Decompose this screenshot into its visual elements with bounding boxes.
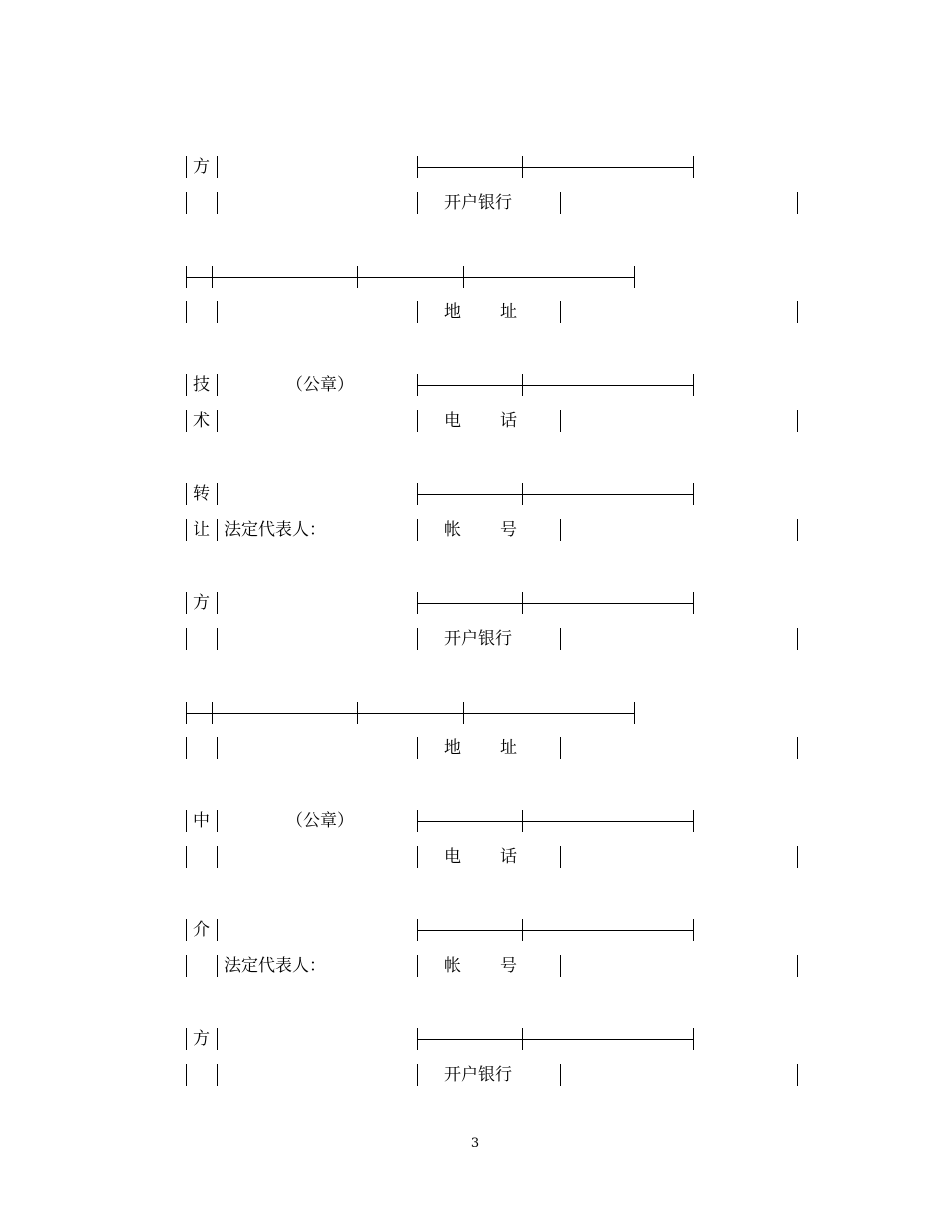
form-block-9 — [0, 1026, 950, 1096]
table-border — [357, 702, 358, 724]
table-rule — [417, 821, 694, 822]
table-rule — [417, 930, 694, 931]
table-border — [212, 702, 213, 724]
table-border — [186, 1064, 187, 1086]
table-border — [797, 301, 798, 323]
column-char: 让 — [193, 520, 210, 540]
table-border — [417, 846, 418, 868]
form-block-4 — [0, 481, 950, 551]
table-border — [560, 955, 561, 977]
table-border — [417, 955, 418, 977]
table-border — [693, 483, 694, 505]
table-border — [186, 519, 187, 541]
table-border — [357, 266, 358, 288]
page-number: 3 — [470, 1136, 480, 1151]
table-border — [693, 810, 694, 832]
table-border — [217, 519, 218, 541]
table-border — [417, 519, 418, 541]
field-label-address-1: 地 — [444, 738, 461, 758]
table-border — [560, 410, 561, 432]
table-border — [217, 410, 218, 432]
table-border — [417, 192, 418, 214]
table-border — [417, 410, 418, 432]
column-char: 介 — [193, 920, 210, 940]
table-border — [522, 156, 523, 178]
table-border — [186, 301, 187, 323]
field-label-account-2: 号 — [500, 520, 517, 540]
table-border — [522, 810, 523, 832]
column-char: 术 — [193, 411, 210, 431]
table-border — [522, 919, 523, 941]
table-border — [186, 955, 187, 977]
column-char: 转 — [193, 484, 210, 504]
table-border — [560, 628, 561, 650]
table-border — [797, 737, 798, 759]
seal-label: （公章） — [286, 375, 354, 395]
table-border — [463, 266, 464, 288]
field-label-account-1: 帐 — [444, 520, 461, 540]
field-label-phone-2: 话 — [500, 847, 517, 867]
table-border — [797, 410, 798, 432]
table-border — [217, 628, 218, 650]
table-border — [186, 374, 187, 396]
table-border — [522, 483, 523, 505]
table-border — [797, 192, 798, 214]
table-rule — [417, 385, 694, 386]
form-block-6 — [0, 700, 950, 770]
table-border — [186, 192, 187, 214]
table-border — [417, 301, 418, 323]
table-border — [797, 1064, 798, 1086]
table-border — [186, 156, 187, 178]
table-border — [186, 810, 187, 832]
field-label-phone-2: 话 — [500, 411, 517, 431]
table-border — [693, 1028, 694, 1050]
legal-representative-label: 法定代表人： — [224, 520, 326, 540]
table-border — [522, 1028, 523, 1050]
form-block-8 — [0, 917, 950, 987]
table-rule — [417, 1039, 694, 1040]
table-border — [217, 846, 218, 868]
table-rule — [186, 713, 635, 714]
table-border — [797, 846, 798, 868]
table-rule — [186, 277, 635, 278]
table-border — [634, 702, 635, 724]
table-border — [417, 1064, 418, 1086]
table-border — [186, 919, 187, 941]
field-label-bank: 开户银行 — [444, 193, 512, 213]
table-border — [217, 810, 218, 832]
table-border — [217, 301, 218, 323]
table-border — [217, 1028, 218, 1050]
form-block-1 — [0, 154, 950, 224]
column-char: 方 — [193, 157, 210, 177]
field-label-address-2: 址 — [500, 302, 517, 322]
field-label-bank: 开户银行 — [444, 1065, 512, 1085]
table-border — [522, 592, 523, 614]
table-rule — [417, 494, 694, 495]
table-border — [693, 156, 694, 178]
table-border — [560, 192, 561, 214]
form-block-5 — [0, 590, 950, 660]
field-label-account-1: 帐 — [444, 956, 461, 976]
seal-label: （公章） — [286, 811, 354, 831]
table-rule — [417, 603, 694, 604]
table-border — [186, 592, 187, 614]
column-char: 方 — [193, 593, 210, 613]
table-border — [186, 483, 187, 505]
table-border — [186, 1028, 187, 1050]
field-label-address-2: 址 — [500, 738, 517, 758]
table-border — [217, 955, 218, 977]
table-border — [693, 374, 694, 396]
table-border — [797, 955, 798, 977]
field-label-phone-1: 电 — [444, 847, 461, 867]
field-label-bank: 开户银行 — [444, 629, 512, 649]
table-border — [560, 301, 561, 323]
field-label-address-1: 地 — [444, 302, 461, 322]
table-border — [186, 846, 187, 868]
form-block-3 — [0, 372, 950, 442]
table-border — [634, 266, 635, 288]
table-border — [560, 737, 561, 759]
table-border — [217, 592, 218, 614]
table-border — [217, 737, 218, 759]
field-label-account-2: 号 — [500, 956, 517, 976]
table-border — [186, 737, 187, 759]
table-border — [217, 374, 218, 396]
table-border — [560, 519, 561, 541]
table-border — [463, 702, 464, 724]
table-border — [797, 628, 798, 650]
table-border — [212, 266, 213, 288]
column-char: 方 — [193, 1029, 210, 1049]
table-border — [186, 628, 187, 650]
field-label-phone-1: 电 — [444, 411, 461, 431]
column-char: 中 — [193, 811, 210, 831]
table-border — [522, 374, 523, 396]
table-border — [217, 919, 218, 941]
table-border — [417, 737, 418, 759]
table-border — [217, 1064, 218, 1086]
table-border — [693, 919, 694, 941]
form-block-7 — [0, 808, 950, 878]
table-rule — [417, 167, 694, 168]
form-block-2 — [0, 264, 950, 334]
table-border — [693, 592, 694, 614]
table-border — [217, 192, 218, 214]
table-border — [797, 519, 798, 541]
table-border — [560, 846, 561, 868]
legal-representative-label: 法定代表人： — [224, 956, 326, 976]
table-border — [186, 410, 187, 432]
column-char: 技 — [193, 375, 210, 395]
table-border — [560, 1064, 561, 1086]
table-border — [217, 483, 218, 505]
table-border — [217, 156, 218, 178]
table-border — [417, 628, 418, 650]
